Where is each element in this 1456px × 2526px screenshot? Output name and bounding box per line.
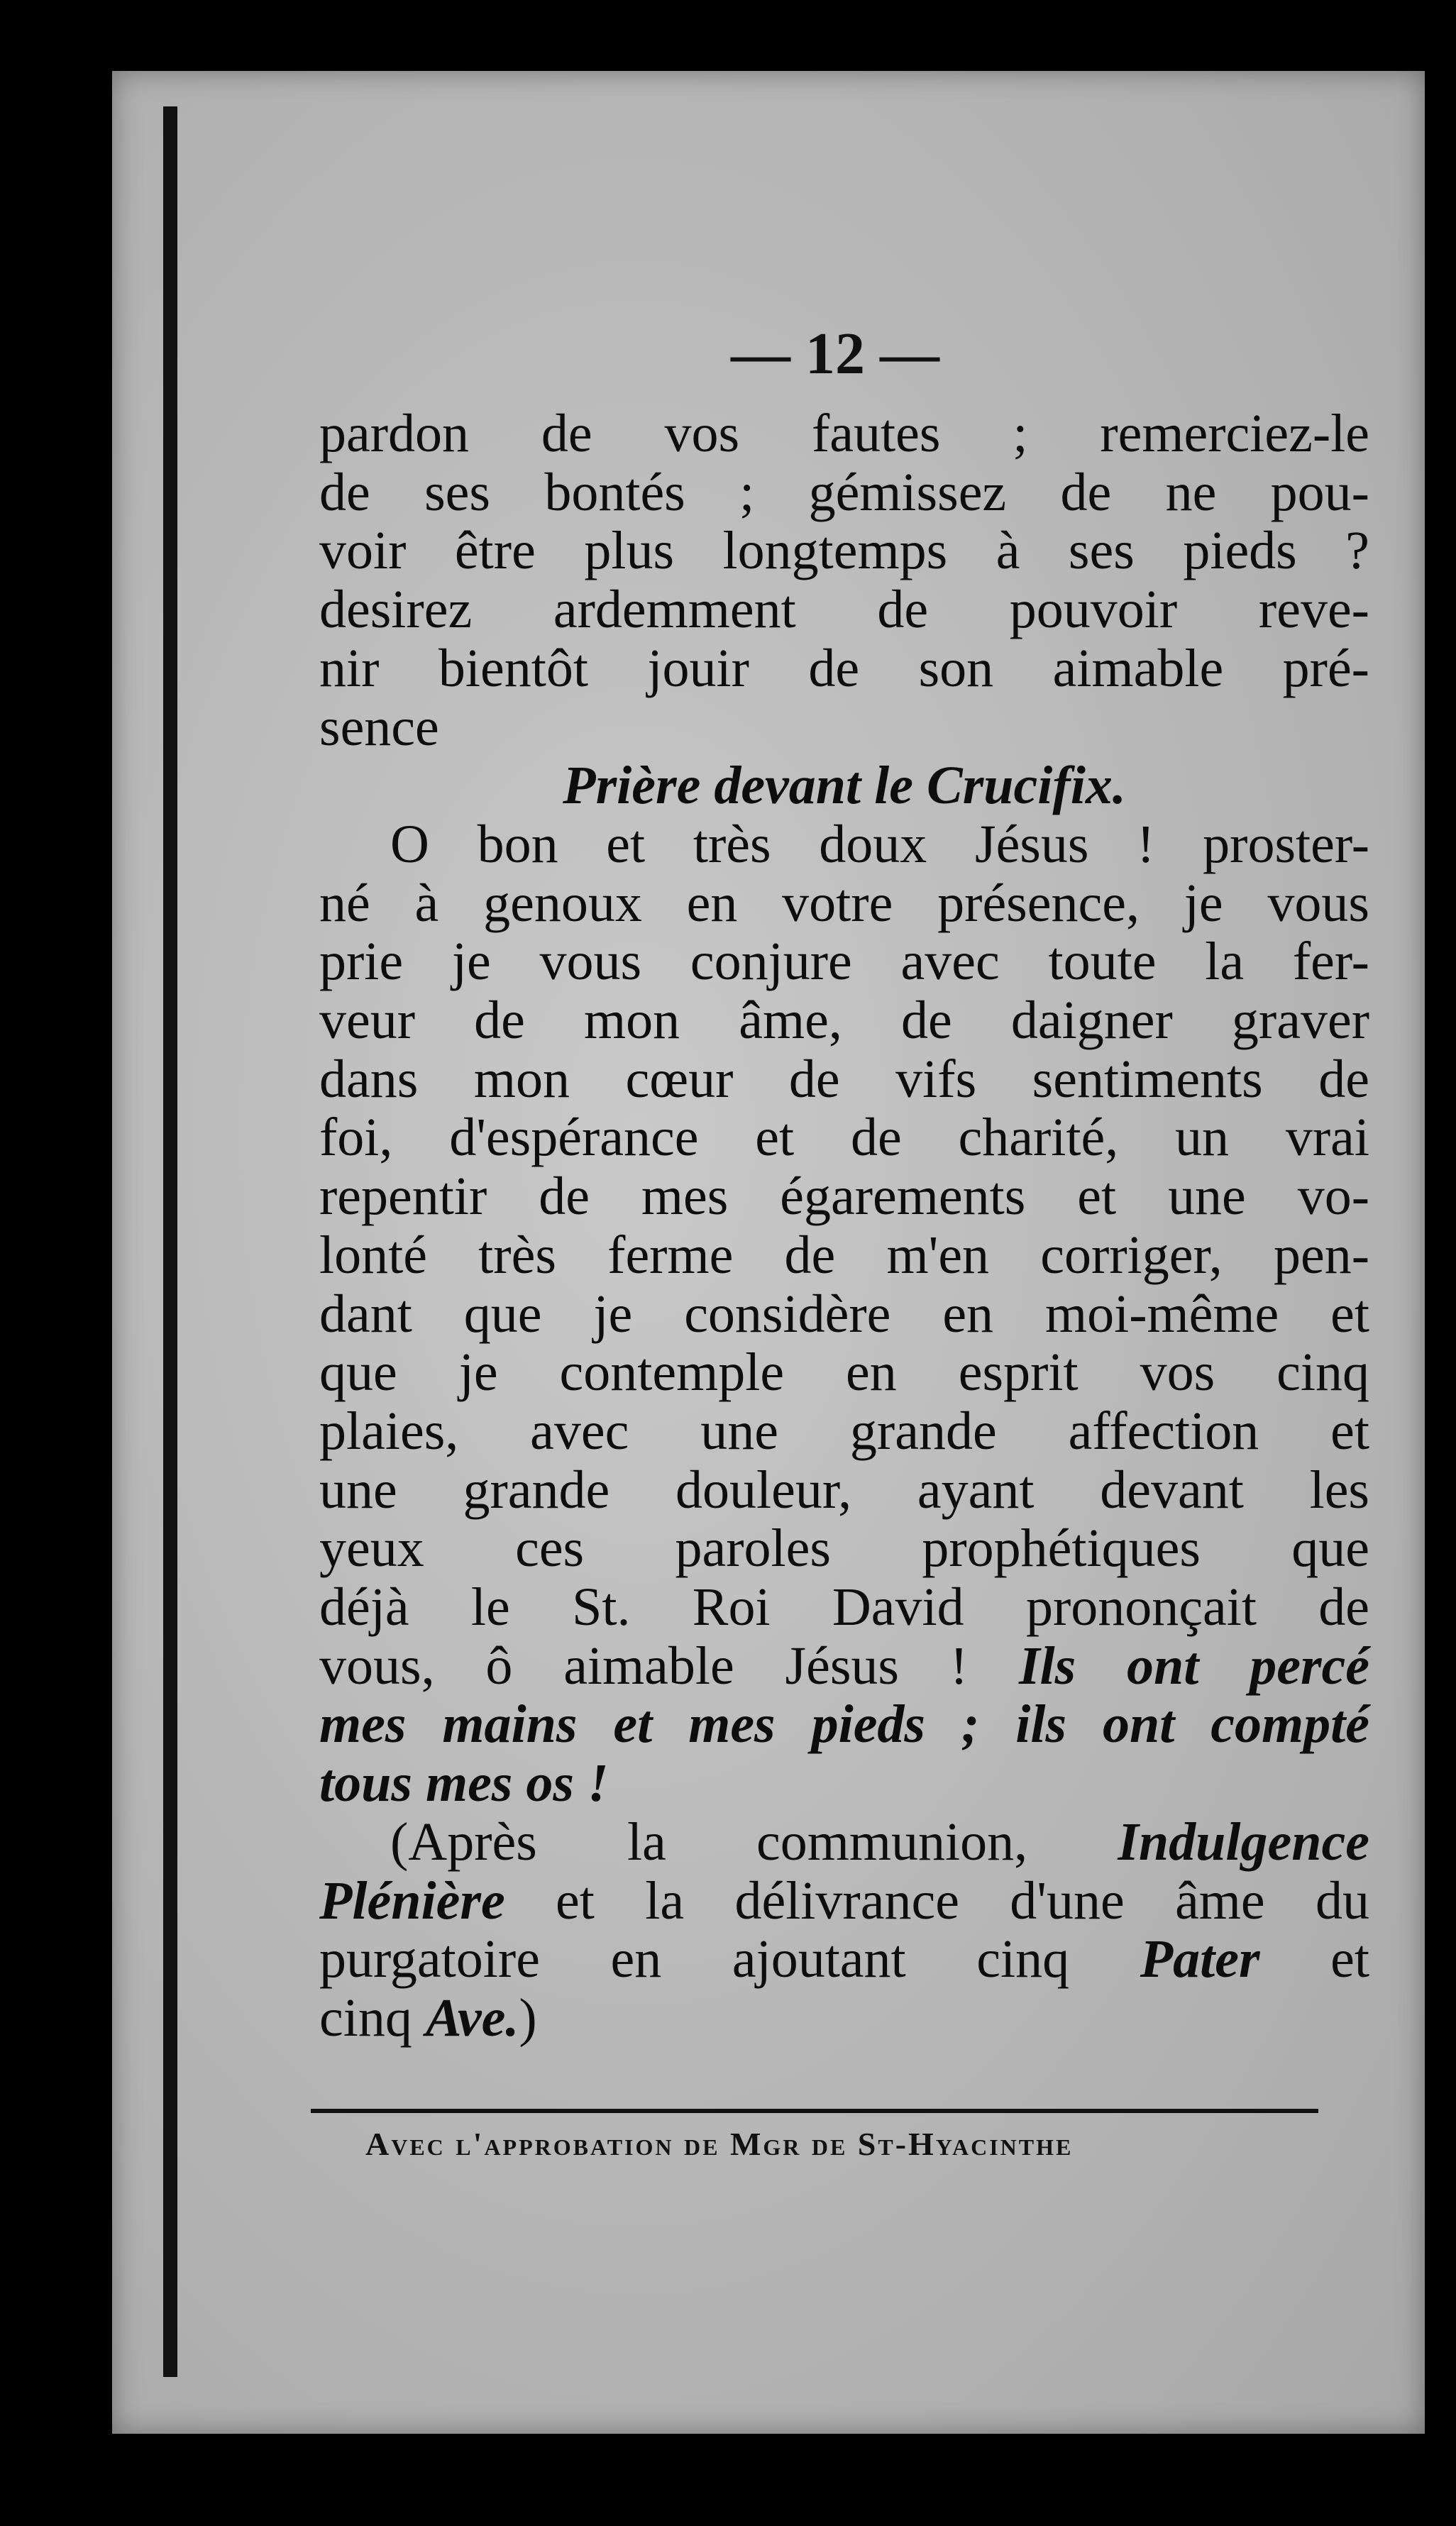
text-line: prie je vous conjure avec toute la fer-	[319, 932, 1369, 992]
text-run: (Après la communion,	[390, 1811, 1118, 1872]
horizontal-rule	[311, 2109, 1318, 2113]
text-line: que je contemple en esprit vos cinq	[319, 1342, 1369, 1403]
text-run: vous, ô aimable Jésus !	[319, 1636, 1019, 1696]
italic-term: Pater	[1140, 1929, 1260, 1990]
italic-term: Ave.	[425, 1987, 519, 2048]
text-run: purgatoire en ajoutant cinq	[319, 1929, 1140, 1990]
italic-quote: mes mains et mes pieds ; ils ont compté	[319, 1694, 1369, 1755]
text-line: déjà le St. Roi David prononçait de	[319, 1577, 1369, 1638]
text-line: yeux ces paroles prophétiques que	[319, 1518, 1369, 1579]
approbation-footer: Avec l'approbation de Mgr de St-Hyacinthe	[365, 2126, 1074, 2162]
italic-term: Plénière	[319, 1870, 505, 1931]
text-line: veur de mon âme, de daigner graver	[319, 991, 1369, 1051]
text-line: plaies, avec une grande affection et	[319, 1401, 1369, 1461]
text-run: et	[1259, 1929, 1369, 1990]
text-line: O bon et très doux Jésus ! proster-	[390, 814, 1369, 874]
text-line: repentir de mes égarements et une vo-	[319, 1167, 1369, 1227]
text-run: )	[519, 1987, 537, 2048]
text-line: de ses bontés ; gémissez de ne pou-	[319, 462, 1369, 522]
text-line	[319, 1637, 1369, 1696]
text-line: pardon de vos fautes ; remerciez-le	[319, 404, 1369, 463]
italic-quote: Ils ont percé	[1018, 1636, 1369, 1696]
text-line: dans mon cœur de vifs sentiments de	[319, 1049, 1369, 1109]
italic-term: Indulgence	[1118, 1811, 1369, 1872]
italic-quote: tous mes os !	[319, 1753, 609, 1814]
page-binding-edge	[163, 106, 177, 2377]
text-run: et la délivrance d'une âme du	[504, 1870, 1369, 1931]
text-line	[319, 1813, 1369, 1872]
text-line: dant que je considère en moi-même et	[319, 1284, 1369, 1344]
text-line: foi, d'espérance et de charité, un vrai	[319, 1108, 1369, 1168]
text-line: desirez ardemment de pouvoir reve-	[319, 580, 1369, 640]
text-line: sence	[319, 697, 439, 757]
text-line	[319, 1930, 1369, 1989]
text-line: voir être plus longtemps à ses pieds ?	[319, 521, 1369, 581]
text-line: nir bientôt jouir de son aimable pré-	[319, 638, 1369, 698]
text-line	[319, 1872, 1369, 1931]
text-line: né à genoux en votre présence, je vous	[319, 873, 1369, 933]
page-body	[319, 404, 1369, 2048]
text-line: une grande douleur, ayant devant les	[319, 1460, 1369, 1520]
text-line	[319, 1989, 1369, 2048]
text-run: cinq	[319, 1987, 426, 2048]
prayer-heading: Prière devant le Crucifix.	[563, 756, 1126, 816]
page-number: — 12 —	[731, 321, 939, 387]
text-line: lonté très ferme de m'en corriger, pen-	[319, 1225, 1369, 1285]
